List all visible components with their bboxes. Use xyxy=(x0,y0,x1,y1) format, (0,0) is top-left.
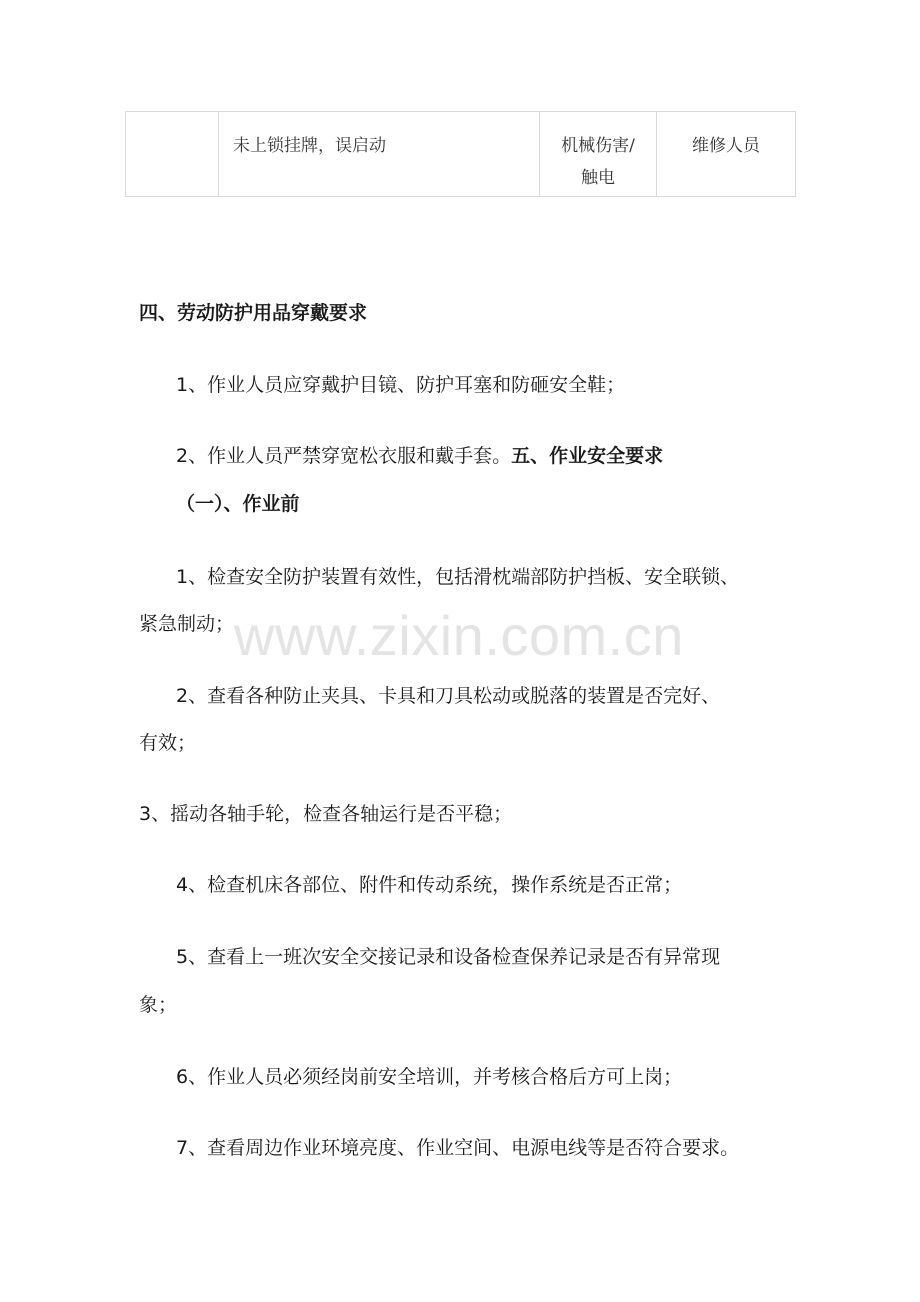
list-item-5-line-1: 5、查看上一班次安全交接记录和设备检查保养记录是否有异常现 xyxy=(176,946,721,968)
table-cell-personnel: 维修人员 xyxy=(657,112,796,197)
section-5-heading: 五、作业安全要求 xyxy=(511,445,664,467)
section-4-item-1: 1、作业人员应穿戴护目镜、防护耳塞和防砸安全鞋； xyxy=(176,374,626,396)
section-5-subheading: （一）、作业前 xyxy=(176,493,300,515)
list-item-2-line-2: 有效； xyxy=(139,732,197,754)
list-item-1-line-1: 1、检查安全防护装置有效性，包括滑枕端部防护挡板、安全联锁、 xyxy=(176,566,740,588)
section-4-heading: 四、劳动防护用品穿戴要求 xyxy=(139,302,368,324)
table-row xyxy=(126,112,796,197)
list-item-1-line-2: 紧急制动； xyxy=(139,613,235,635)
list-item-2-line-1: 2、查看各种防止夹具、卡具和刀具松动或脱落的装置是否完好、 xyxy=(176,685,721,707)
list-item-6: 6、作业人员必须经岗前安全培训，并考核合格后方可上岗； xyxy=(176,1066,683,1088)
table-cell-hazard: 未上锁挂牌，误启动 xyxy=(219,112,540,197)
table-cell-category xyxy=(126,112,219,197)
list-item-4: 4、检查机床各部位、附件和传动系统，操作系统是否正常； xyxy=(176,874,683,896)
list-item-5-line-2: 象； xyxy=(139,994,178,1016)
list-item-7: 7、查看周边作业环境亮度、作业空间、电源电线等是否符合要求。 xyxy=(176,1137,740,1159)
section-4-item-2 xyxy=(176,445,663,467)
watermark: www.zixin.com.cn xyxy=(234,604,684,667)
list-item-3: 3、摇动各轴手轮，检查各轴运行是否平稳； xyxy=(139,803,513,825)
table-cell-injury: 机械伤害/触电 xyxy=(540,112,657,197)
hazard-table xyxy=(125,111,796,197)
section-4-item-2-text: 2、作业人员严禁穿宽松衣服和戴手套。 xyxy=(176,445,512,467)
